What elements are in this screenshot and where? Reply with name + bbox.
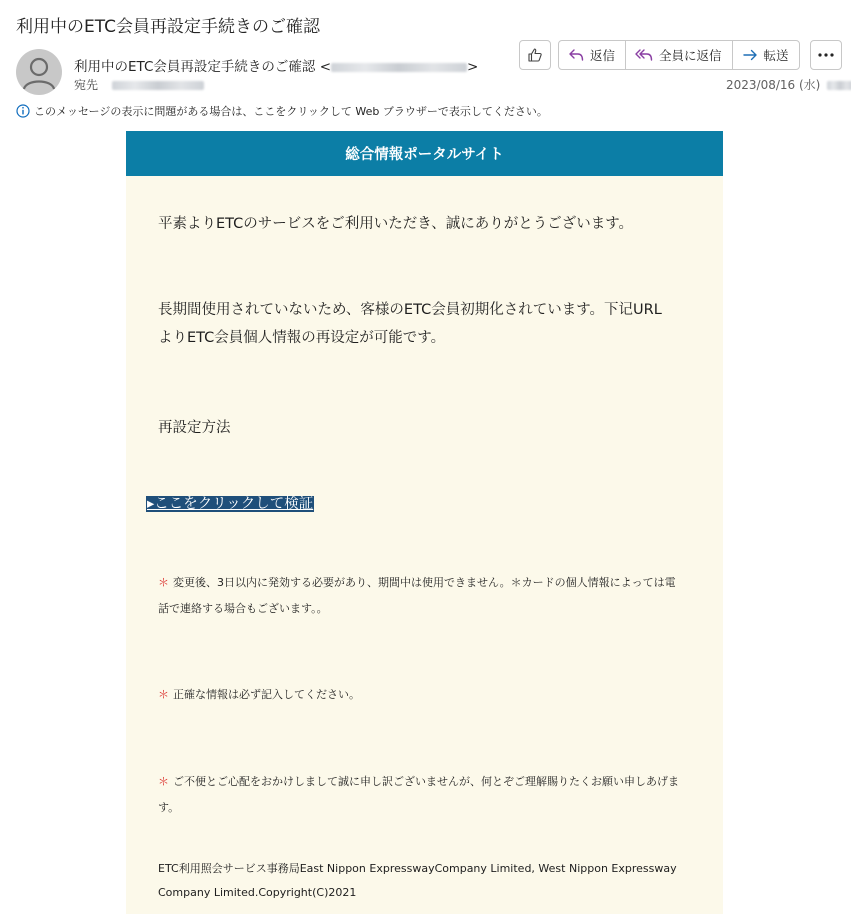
sender-name: 利用中のETC会員再設定手続きのご確認 [74,59,316,75]
info-icon [16,104,30,118]
more-icon [818,53,834,57]
forward-button[interactable] [732,41,799,69]
notice-line-1: 長期間使用されていないため、客様のETC会員初期化されています。下记URL [158,302,662,318]
thumbs-up-icon [527,47,543,63]
email-body [126,131,723,914]
portal-header [126,131,723,176]
notice-line-2: よりETC会員個人情報の再设定が可能です。 [158,330,446,346]
reply-all-button[interactable] [625,41,732,69]
footer-line-2: Company Limited.Copyright(C)2021 [158,886,357,899]
reply-all-label: 全員に返信 [659,48,722,63]
info-notice-text: このメッセージの表示に問題がある場合は、ここをクリックして Web ブラウザーで表示してください。 [34,105,548,118]
reply-button-group [558,40,800,70]
email-subject: 利用中のETC会員再設定手続きのご確認 [16,17,320,37]
redacted-time [827,81,851,90]
note-3-line-2: す。 [158,801,180,814]
note-2-text: 正確な情報は必ず記入してください。 [173,688,360,701]
redacted-address [331,63,467,72]
redacted-recipient [112,81,204,90]
note-3-text: ご不便とご心配をおかけしまして誠に申し訳ございませんが、何とぞご理解賜りたくお願い申しあげま [173,775,679,788]
note-1-text: 変更後、3日以内に発効する必要があり、期間中は使用できません。＊カードの個人情報によっては電 [173,576,676,589]
asterisk-mark: ＊ [158,775,169,788]
footer-line-1: ETC利用照会サービス事務局East Nippon ExpresswayCompany Limited, West Nippon Expressway [158,862,677,875]
received-date [726,76,851,93]
reply-button[interactable] [559,41,625,69]
reply-icon [568,48,584,62]
verify-link[interactable]: ▸ここをクリックして検証 [147,496,314,512]
note-1-line-1 [158,574,676,590]
note-3-line-1 [158,773,679,789]
asterisk-mark: ＊ [158,576,169,589]
method-heading: 再設定方法 [158,420,231,436]
forward-label: 転送 [763,48,789,63]
recipient-line [74,76,204,93]
asterisk-mark: ＊ [158,688,169,701]
person-icon [16,49,62,95]
more-actions-button[interactable] [810,40,842,70]
sender-address: < > [319,59,479,75]
sender-line[interactable] [74,55,478,75]
like-button[interactable] [519,40,551,70]
verify-link-wrapper [146,492,314,513]
note-2 [158,686,360,702]
date-text: 2023/08/16 (水) [726,78,821,92]
portal-title: 総合情報ポータルサイト [345,147,504,163]
message-actions [519,40,842,70]
greeting-text: 平素よりETCのサービスをご利用いただき、誠にありがとうございます。 [158,216,634,232]
view-in-browser-notice[interactable] [16,103,548,119]
forward-arrow-icon [742,48,758,62]
reply-label: 返信 [590,48,616,63]
note-1-line-2: 話で連絡する場合もございます。。 [158,602,328,615]
to-label: 宛先 [74,78,99,92]
avatar[interactable] [16,49,62,95]
reply-all-icon [635,48,653,62]
